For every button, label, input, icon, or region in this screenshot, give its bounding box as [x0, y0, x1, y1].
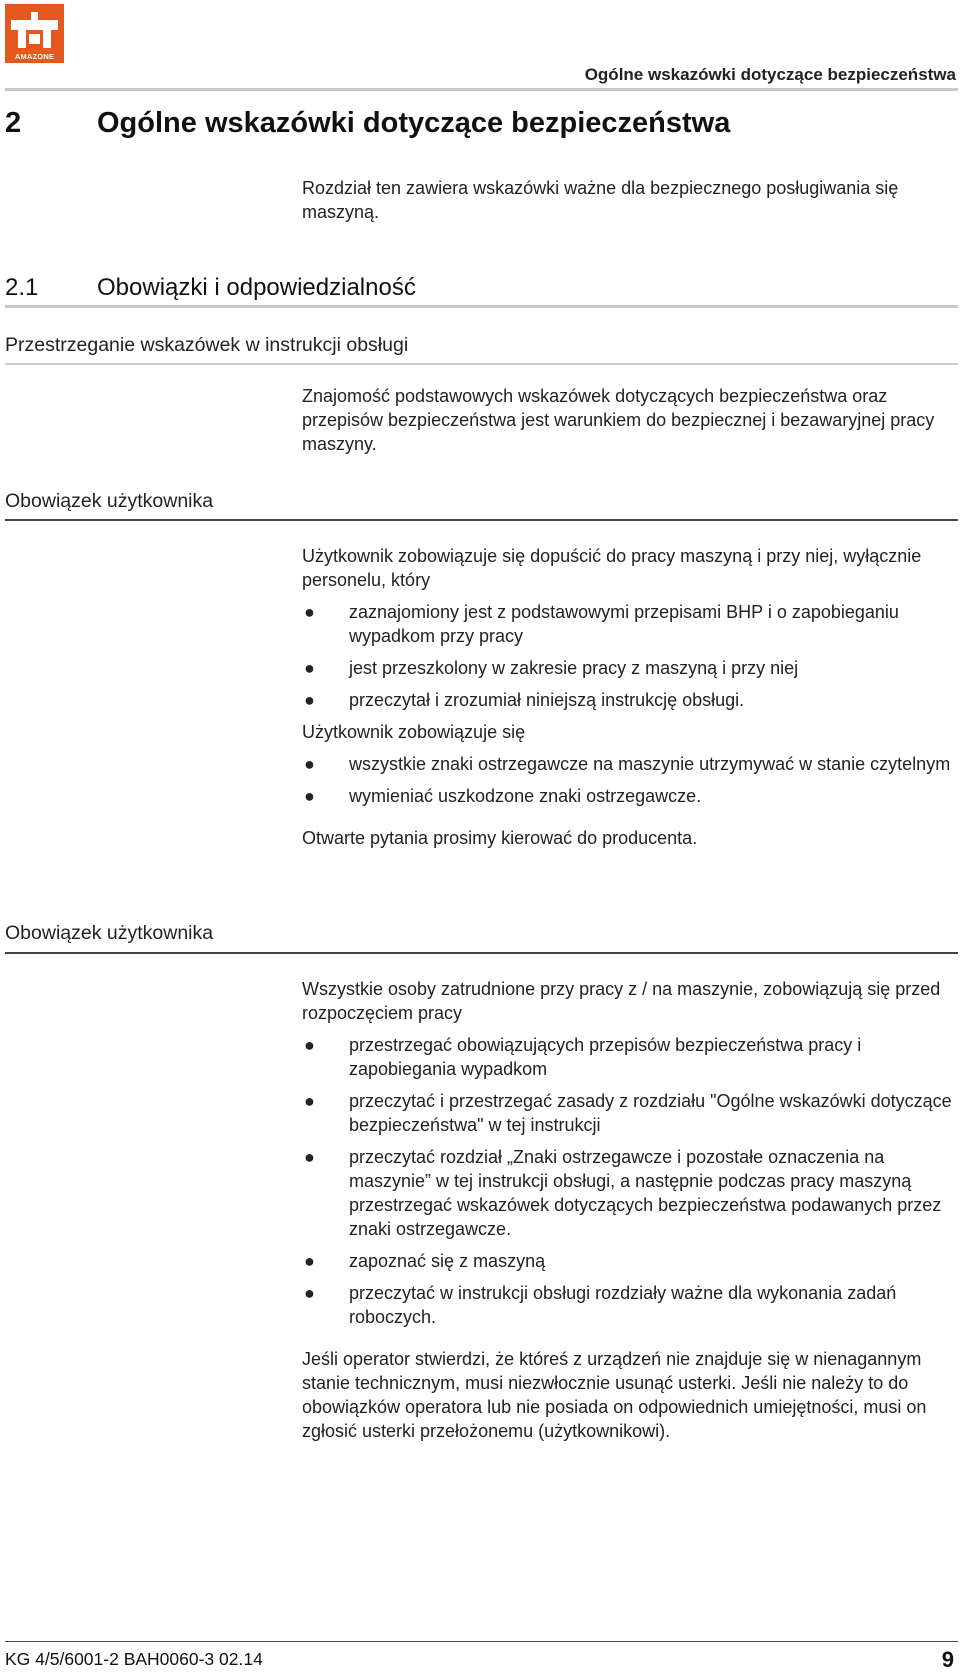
subheading-divider [5, 952, 958, 954]
user-duty-list [302, 600, 952, 712]
bullet-icon: ● [304, 1283, 315, 1303]
section-heading [5, 274, 416, 302]
subheading-user-duty: Obowiązek użytkownika [5, 490, 214, 512]
bullet-icon: ● [304, 690, 315, 710]
chapter-number: 2 [5, 107, 22, 139]
section-title: Obowiązki i odpowiedzialność [97, 274, 416, 301]
list-item: ● wymieniać uszkodzone znaki ostrzegawcze. [304, 786, 702, 806]
document-id: KG 4/5/6001-2 BAH0060-3 02.14 [5, 1649, 263, 1669]
list-item: ● przeczytać w instrukcji obsługi rozdziały ważne dla wykonania zadań roboczych. [304, 1283, 897, 1327]
staff-duty-closing: Jeśli operator stwierdzi, że któreś z urządzeń nie znajduje się w nienagannym stanie technicznym, musi niezwłocznie usunąć usterki. Jeśli nie należy to do obowiązków operatora lub nie posiada on odpowiednich umiejętności, musi on zgłosić usterki przełożonemu (użytkownikowi). [302, 1349, 927, 1441]
running-title: Ogólne wskazówki dotyczące bezpieczeństwa [584, 65, 956, 84]
chapter-intro: Rozdział ten zawiera wskazówki ważne dla bezpiecznego posługiwania się maszyną. [302, 178, 899, 222]
list-item: ● zapoznać się z maszyną [304, 1251, 546, 1271]
user-duty-block [302, 544, 952, 850]
list-item: ● przeczytał i zrozumiał niniejszą instrukcję obsługi. [304, 690, 745, 710]
bullet-icon: ● [304, 754, 315, 774]
subheading-divider [5, 519, 958, 521]
list-item: ● wszystkie znaki ostrzegawcze na maszynie utrzymywać w stanie czytelnym [304, 754, 951, 774]
list-item: ● zaznajomiony jest z podstawowymi przepisami BHP i o zapobieganiu wypadkom przy pracy [304, 602, 899, 646]
bullet-icon: ● [304, 602, 315, 622]
subheading-divider [5, 363, 958, 365]
user-duty-intro-2: Użytkownik zobowiązuje się [302, 722, 526, 742]
header-divider [5, 88, 958, 91]
amazone-logo [5, 4, 64, 63]
chapter-title: Ogólne wskazówki dotyczące bezpieczeństwa [97, 107, 731, 139]
user-duty-intro: Użytkownik zobowiązuje się dopuścić do pracy maszyną i przy niej, wyłącznie personelu, który [302, 546, 922, 590]
bullet-icon: ● [304, 1147, 315, 1167]
list-item: ● jest przeszkolony w zakresie pracy z maszyną i przy niej [304, 658, 799, 678]
chapter-heading [5, 107, 730, 140]
user-duty-list-2 [302, 752, 952, 808]
subheading-instructions: Przestrzeganie wskazówek w instrukcji obsługi [5, 334, 409, 356]
list-item: ● przeczytać i przestrzegać zasady z rozdziału "Ogólne wskazówki dotyczące bezpieczeństwa" w tej instrukcji [304, 1091, 952, 1135]
staff-duty-list [302, 1033, 952, 1329]
list-item: ● przeczytać rozdział „Znaki ostrzegawcze i pozostałe oznaczenia na maszynie” w tej instrukcji obsługi, a następnie podczas pracy maszyną przestrzegać wskazówek dotyczących bezpieczeństwa podawanych przez znaki ostrzegawcze. [304, 1147, 942, 1239]
instructions-paragraph: Znajomość podstawowych wskazówek dotyczących bezpieczeństwa oraz przepisów bezpieczeństwa jest warunkiem do bezpiecznej i bezawaryjnej pracy maszyny. [302, 386, 935, 454]
staff-duty-intro: Wszystkie osoby zatrudnione przy pracy z / na maszynie, zobowiązują się przed rozpoczęciem pracy [302, 979, 941, 1023]
subheading-staff-duty: Obowiązek użytkownika [5, 922, 214, 944]
bullet-icon: ● [304, 658, 315, 678]
bullet-icon: ● [304, 1251, 315, 1271]
bullet-icon: ● [304, 1091, 315, 1111]
staff-duty-block [302, 977, 952, 1443]
list-item: ● przestrzegać obowiązujących przepisów bezpieczeństwa pracy i zapobiegania wypadkom [304, 1035, 862, 1079]
section-divider [5, 305, 958, 308]
footer-divider [5, 1641, 958, 1642]
section-number: 2.1 [5, 274, 39, 301]
logo-wordmark: AMAZONE [14, 52, 55, 61]
user-duty-closing: Otwarte pytania prosimy kierować do producenta. [302, 828, 698, 848]
bullet-icon: ● [304, 1035, 315, 1055]
page-number: 9 [941, 1647, 954, 1672]
bullet-icon: ● [304, 786, 315, 806]
